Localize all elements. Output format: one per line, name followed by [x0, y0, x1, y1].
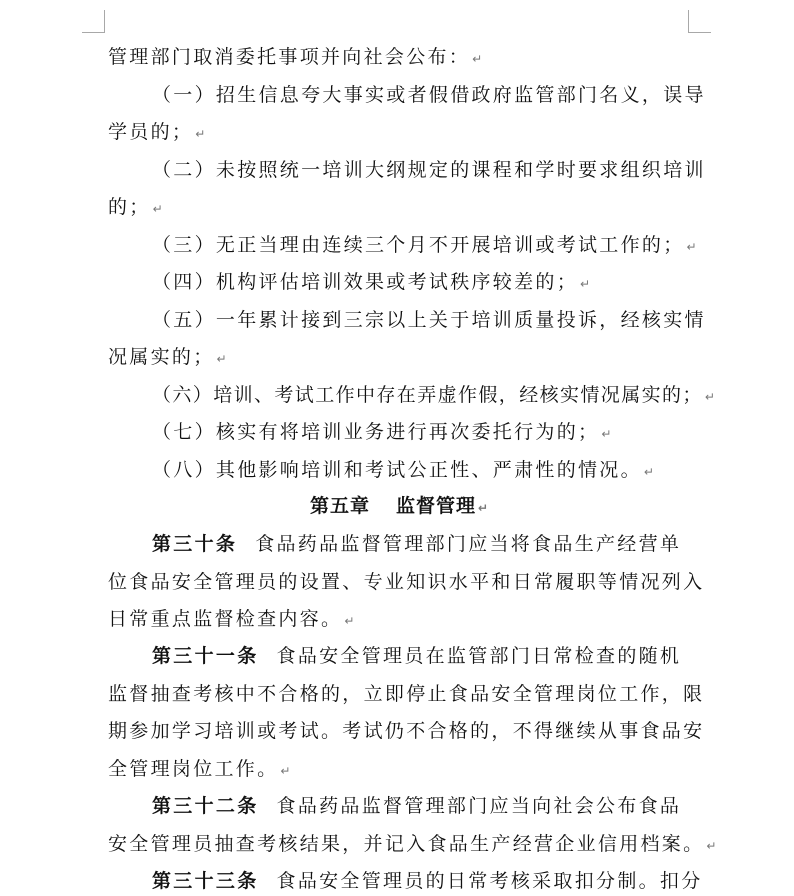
- paragraph-mark-icon: ↵: [280, 764, 291, 778]
- paragraph-mark-icon: ↵: [216, 352, 227, 366]
- paragraph-mark-icon: ↵: [152, 202, 163, 216]
- article-number: 第三十一条: [152, 645, 259, 667]
- chapter-heading: [108, 491, 690, 521]
- paragraph-mark-icon: ↵: [601, 427, 612, 441]
- line-text: 日常重点监督检查内容。: [108, 608, 343, 630]
- list-item-4: [152, 267, 590, 297]
- line-text: 学员的；: [108, 121, 194, 143]
- paragraph-mark-icon: ↵: [344, 614, 355, 628]
- list-item-5: [152, 305, 706, 335]
- paragraph-mark-icon: ↵: [477, 501, 489, 515]
- line-text: （八）其他影响培训和考试公正性、严肃性的情况。: [152, 459, 642, 481]
- article-32-line: [108, 829, 716, 859]
- article-number: 第三十条: [152, 533, 238, 555]
- line-text: 食品药品监督管理部门应当将食品生产经营单: [255, 533, 682, 555]
- list-item-3: [152, 230, 697, 260]
- line-text: 的；: [108, 196, 151, 218]
- list-item-8: [152, 455, 654, 485]
- line-text: （四）机构评估培训效果或考试秩序较差的；: [152, 271, 579, 293]
- paragraph-mark-icon: ↵: [686, 240, 697, 254]
- chapter-title: 监督管理: [395, 495, 476, 517]
- line-text: （六）培训、考试工作中存在弄虚作假，经核实情况属实的；: [152, 384, 703, 406]
- paragraph-mark-icon: ↵: [580, 277, 591, 291]
- top-right-crop-mark: [688, 10, 711, 33]
- line-text: 期参加学习培训或考试。考试仍不合格的，不得继续从事食品安: [108, 720, 705, 742]
- line-text: 全管理岗位工作。: [108, 758, 279, 780]
- list-item-1-continued: [108, 117, 205, 147]
- article-31-line: [108, 679, 704, 709]
- line-text: （一）招生信息夸大事实或者假借政府监管部门名义，误导: [152, 84, 706, 106]
- line-text: 况属实的；: [108, 346, 215, 368]
- list-item-5-continued: [108, 342, 227, 372]
- article-30: [152, 529, 681, 559]
- line-text: 监督抽查考核中不合格的，立即停止食品安全管理岗位工作，限: [108, 683, 705, 705]
- chapter-number: 第五章: [309, 495, 370, 517]
- paragraph-mark-icon: ↵: [643, 465, 654, 479]
- line-text: 食品安全管理员的日常考核采取扣分制。扣分: [276, 870, 703, 892]
- paragraph-mark-icon: ↵: [706, 839, 717, 853]
- article-number: 第三十三条: [152, 870, 259, 892]
- list-item-2-continued: [108, 192, 163, 222]
- article-30-line: [108, 604, 354, 634]
- list-item-1: [152, 80, 706, 110]
- paragraph-mark-icon: ↵: [472, 52, 483, 66]
- article-31-line: [108, 754, 290, 784]
- list-item-7: [152, 417, 611, 447]
- line-text: （七）核实有将培训业务进行再次委托行为的；: [152, 421, 600, 443]
- paragraph-mark-icon: ↵: [195, 127, 206, 141]
- list-item-2: [152, 155, 706, 185]
- line-text: 管理部门取消委托事项并向社会公布：: [108, 46, 471, 68]
- line-text: （三）无正当理由连续三个月不开展培训或考试工作的；: [152, 234, 685, 256]
- top-left-crop-mark: [82, 10, 105, 33]
- line-text: （二）未按照统一培训大纲规定的课程和学时要求组织培训: [152, 159, 706, 181]
- article-32: [152, 791, 681, 821]
- paragraph-mark-icon: ↵: [704, 390, 715, 404]
- article-30-line: [108, 567, 704, 597]
- article-31: [152, 641, 681, 671]
- line-text: 安全管理员抽查考核结果，并记入食品生产经营企业信用档案。: [108, 833, 705, 855]
- line-text: 食品安全管理员在监管部门日常检查的随机: [276, 645, 682, 667]
- article-31-line: [108, 716, 704, 746]
- line-text: （五）一年累计接到三宗以上关于培训质量投诉，经核实情: [152, 309, 706, 331]
- line-text: 食品药品监督管理部门应当向社会公布食品: [276, 795, 682, 817]
- line-text: 位食品安全管理员的设置、专业知识水平和日常履职等情况列入: [108, 571, 705, 593]
- article-number: 第三十二条: [152, 795, 259, 817]
- paragraph-line: [108, 42, 482, 72]
- list-item-6: [152, 380, 715, 410]
